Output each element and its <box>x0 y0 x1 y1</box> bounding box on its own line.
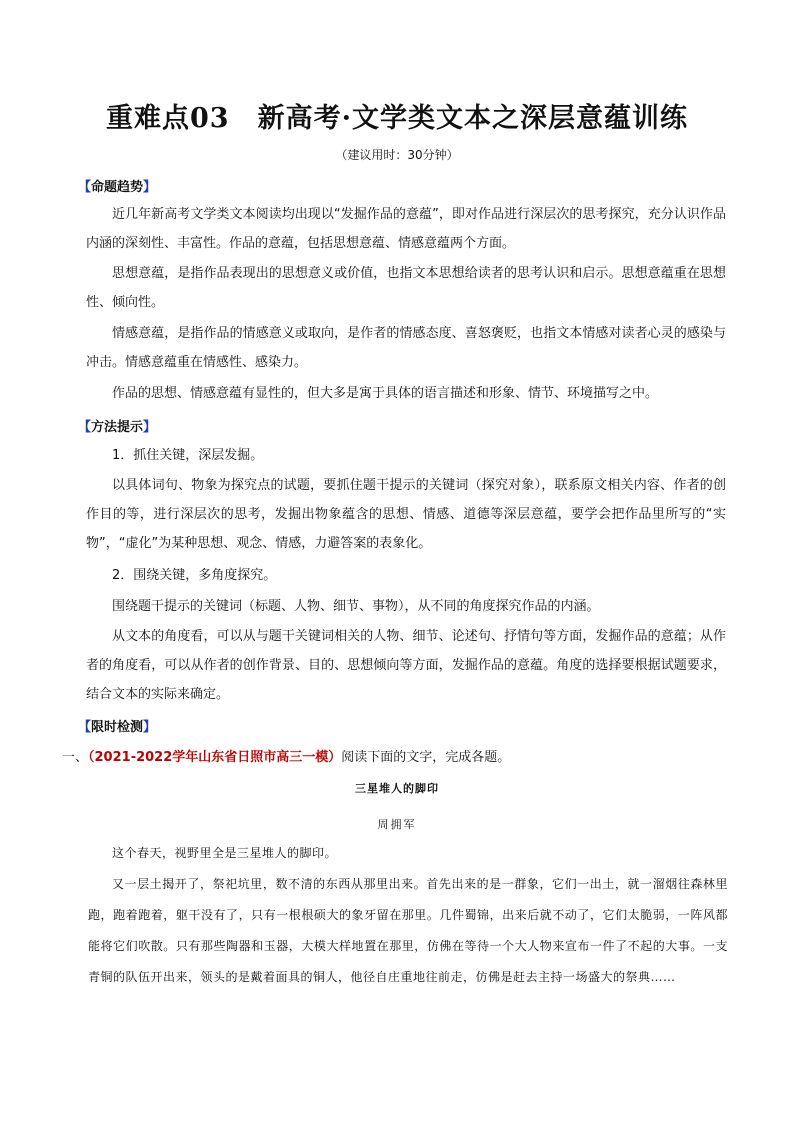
suggested-time: （建议用时：30分钟） <box>335 148 459 162</box>
question-source: （2021-2022学年山东省日照市高三一模） <box>88 750 342 765</box>
question-instruction: 阅读下面的文字，完成各题。 <box>341 750 511 765</box>
method-paragraph: 从文本的角度看，可以从与题干关键词相关的人物、细节、论述句、抒情句等方面，发掘作品的意蕴；从作者的角度看，可以从作者的创作背景、目的、思想倾向等方面，发掘作品的意蕴。角度的选择要根据试题要求，结合文本的实际来确定。 <box>86 629 726 702</box>
method-point-heading: 1．抓住关键，深层发掘。 <box>112 448 264 463</box>
page-title: 重难点03 新高考·文学类文本之深层意蕴训练 <box>106 103 688 134</box>
trend-paragraph: 近几年新高考文学类文本阅读均出现以“发掘作品的意蕴”，即对作品进行深层次的思考探究，充分认识作品内涵的深刻性、丰富性。作品的意蕴，包括思想意蕴、情感意蕴两个方面。 <box>86 207 726 251</box>
trend-paragraph: 作品的思想、情感意蕴有显性的，但大多是寓于具体的语言描述和形象、情节、环境描写之中。 <box>112 386 659 401</box>
story-paragraph: 又一层土揭开了，祭祀坑里，数不清的东西从那里出来。首先出来的是一群象，它们一出土，就一溜烟往森林里跑，跑着跑着，躯干没有了，只有一根根硕大的象牙留在那里。几件蜀锦，出来后就不动了，它们太脆弱，一阵风都能将它们吹散。只有那些陶器和玉器，大模大样地置在那里，仿佛在等待一个大人物来宣布一件了不起的大事。一支青铜的队伍开出来，领头的是戴着面具的铜人，他径自庄重地往前走，仿佛是赶去主持一场盛大的祭典…… <box>88 877 728 984</box>
story-author: 周拥军 <box>377 818 417 831</box>
trend-paragraph: 思想意蕴，是指作品表现出的思想意义或价值，也指文本思想给读者的思考认识和启示。思想意蕴重在思想性、倾向性。 <box>86 266 726 310</box>
method-paragraph: 围绕题干提示的关键词（标题、人物、细节、事物），从不同的角度探究作品的内涵。 <box>112 599 600 614</box>
method-point-heading: 2．围绕关键，多角度探究。 <box>112 568 277 583</box>
story-title: 三星堆人的脚印 <box>355 782 439 795</box>
section-heading-method: 【方法提示】 <box>78 420 157 435</box>
method-paragraph: 以具体词句、物象为探究点的试题，要抓住题干提示的关键词（探究对象），联系原文相关内容、作者的创作目的等，进行深层次的思考，发掘出物象蕴含的思想、情感、道德等深层意蕴，要学会把作品里所写的“实物”，“虚化”为某种思想、观念、情感，力避答案的表象化。 <box>86 478 726 551</box>
section-heading-test: 【限时检测】 <box>78 720 157 735</box>
section-heading-trend: 【命题趋势】 <box>78 180 157 195</box>
question-number: 一、 <box>62 750 89 765</box>
story-paragraph: 这个春天，视野里全是三星堆人的脚印。 <box>112 846 338 860</box>
question-intro <box>62 746 510 765</box>
trend-paragraph: 情感意蕴，是指作品的情感意义或取向，是作者的情感态度、喜怒褒贬，也指文本情感对读者心灵的感染与冲击。情感意蕴重在情感性、感染力。 <box>86 326 726 370</box>
